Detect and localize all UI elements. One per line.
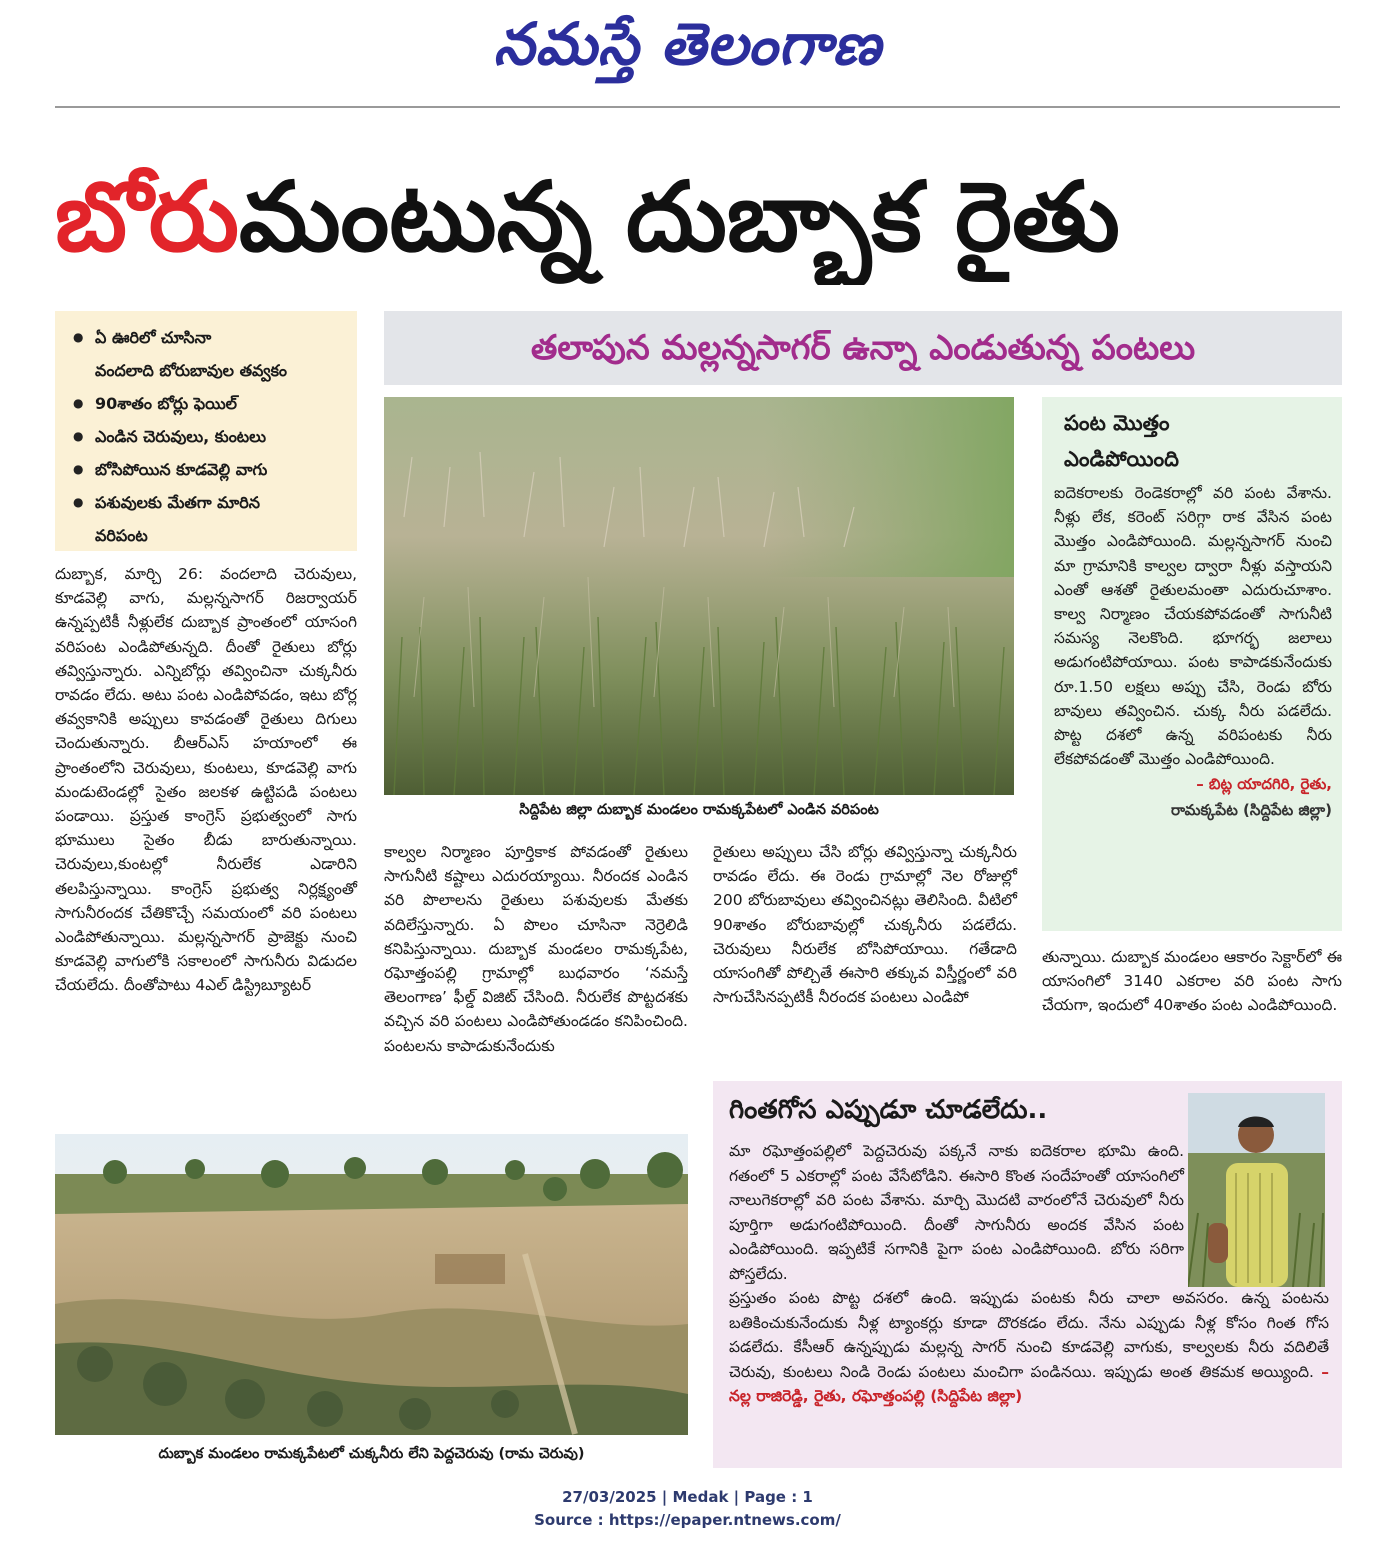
headline-highlight: బోరు: [55, 161, 239, 273]
second-quote-title: గింతగోస ఎప్పుడూ చూడలేదు..: [729, 1095, 1048, 1125]
highlight-item: వరిపంట: [95, 526, 148, 545]
photo-bottom-caption: దుబ్బాక మండలం రామక్కపేటలో చుక్కనీరు లేని పెద్దచెరువు (రామ చెరువు): [158, 1446, 585, 1462]
headline-rest: మంటున్న దుబ్బాక రైతు: [238, 161, 1120, 273]
second-farmer-quote-box: [713, 1081, 1342, 1468]
farmer-quote-box: [1042, 397, 1342, 931]
headline: [55, 150, 1345, 285]
photo-top-caption: సిద్దిపేట జిల్లా దుబ్బాక మండలం రామక్కపేటలో ఎండిన వరిపంట: [519, 802, 879, 818]
article-column-4: తున్నాయి. దుబ్బాక మండలం ఆకారం సెక్టార్‌లో ఈ యాసంగిలో 3140 ఎకరాల వరి పంట సాగు చేయగా, ఇందులో 40శాతం పంట ఎండిపోయింది.: [1042, 948, 1342, 1015]
highlights-box: [55, 311, 357, 551]
highlight-item: ● ఎండిన చెరువులు, కుంటలు: [67, 420, 347, 453]
article-column-3: రైతులు అప్పులు చేసి బోర్లు తవ్విస్తున్నా చుక్కనీరు రావడం లేదు. ఈ రెండు గ్రామాల్లో నెల రోజుల్లో 200 బోరుబావులు తవ్వించినట్లు తెలిసింది. వీటిలో 90శాతం బోరుబావుల్లో చుక్కనీరు పడలేదు. చెరువులు నీరులేక బోసిపోయాయి. గతేడాది యాసంగితో పోల్చితే ఈసారి తక్కువ విస్తీర్ణంలో వరి సాగుచేసినప్పటికీ నీరందక పంటలు ఎండిపో: [713, 843, 1017, 1007]
quote-attribution-line1: – బిట్ల యాదగిరి, రైతు,: [1196, 775, 1332, 794]
masthead-rule: [55, 106, 1340, 108]
quote-body: ఐదెకరాలకు రెండెకరాల్లో వరి పంట వేశాను. నీళ్లు లేక, కరెంట్ సరిగ్గా రాక వేసిన పంట మొత్తం ఎండిపోయింది. మల్లన్నసాగర్ నుంచి మా గ్రామానికి కాల్వల ద్వారా నీళ్లు వస్తాయని ఎంతో ఆశతో రైతులమంతా ఎదురుచూశాం. కాల్వ నిర్మాణం చేయకపోవడంతో సాగునీటి సమస్య నెలకొంది. భూగర్భ జలాలు అడుగంటిపోయాయి. పంట కాపాడకునేందుకు రూ.1.50 లక్షలు అప్పు చేసి, రెండు బోరు బావులు తవ్వించిన. చుక్క నీరు పడలేదు. పొట్ట దశలో ఉన్న వరిపంటకు నీరు లేకపోవడంతో మొత్తం ఎండిపోయింది.: [1054, 484, 1332, 769]
second-quote-body: [729, 1139, 1329, 1409]
footer-source: Source : https://epaper.ntnews.com/: [534, 1511, 841, 1529]
quote-title-line1: పంట మొత్తం: [1064, 411, 1170, 435]
second-quote-body-part1: మా రఘోత్తంపల్లిలో పెద్దచెరువు పక్కనే నాకు ఐదెకరాల భూమి ఉంది. గతంలో 5 ఎకరాల్లో పంట వేసేటోడిని. ఈసారి కొంత సందేహంతో యాసంగిలో నాలుగెకరాల్లో వరి పంట వేశాను. మార్చి మొదటి వారంలోనే చెరువులో నీరు పూర్తిగా అడుగంటిపోయింది. దీంతో సాగునీరు అందక వేసిన పంట ఎండిపోయింది. ఇప్పటికే సగానికి పైగా పంట ఎండిపోయింది. బోరు సరిగా పోస్తలేదు.: [729, 1142, 1184, 1283]
highlight-item: ● 90శాతం బోర్లు ఫెయిల్: [67, 387, 347, 420]
paddy-field-photo: [384, 397, 1014, 795]
second-quote-attribution: – నల్ల రాజిరెడ్డి, రైతు, రఘోత్తంపల్లి (సిద్దిపేట జిల్లా): [729, 1362, 1329, 1405]
highlight-item: వందలాది బోరుబావుల తవ్వకం: [95, 361, 288, 380]
subheadline: తలాపున మల్లన్నసాగర్ ఉన్నా ఎండుతున్న పంటలు: [384, 311, 1342, 385]
footer-edition: 27/03/2025 | Medak | Page : 1: [562, 1488, 813, 1506]
highlight-item: ● బోసిపోయిన కూడవెల్లి వాగు: [67, 453, 347, 486]
quote-attribution-line2: రామక్కపేట (సిద్దిపేట జిల్లా): [1171, 801, 1332, 820]
quote-title-line2: ఎండిపోయింది: [1064, 447, 1179, 471]
masthead-title: నమస్తే తెలంగాణ: [493, 10, 882, 78]
highlight-item: ● ఏ ఊరిలో చూసినా: [67, 321, 347, 354]
dry-lake-photo: [55, 1134, 688, 1435]
highlight-item: ● పశువులకు మేతగా మారిన: [67, 486, 347, 519]
article-column-2: కాల్వల నిర్మాణం పూర్తికాక పోవడంతో రైతులు సాగునీటి కష్టాలు ఎదురయ్యాయి. నీరందక ఎండిన వరి పొలాలను రైతులు పశువులకు మేతకు వదిలేస్తున్నారు. ఏ పొలం చూసినా నెర్రెలిడి కనిపిస్తున్నాయి. దుబ్బాక మండలం రామక్కపేట, రఘోత్తంపల్లి గ్రామాల్లో బుధవారం ‘నమస్తే తెలంగాణ’ ఫీల్డ్ విజిట్ చేసింది. నీరులేక పొట్టదశకు వచ్చిన వరి పంటలు ఎండిపోతుండడం కనిపించింది. పంటలను కాపాడుకునేందుకు: [384, 843, 688, 1055]
second-quote-body-part2: ప్రస్తుతం పంట పొట్ట దశలో ఉంది. ఇప్పుడు పంటకు నీరు చాలా అవసరం. ఉన్న పంటను బతికించుకునేందుకు నీళ్ల ట్యాంకర్లు కూడా దొరకడం లేదు. నేను ఎప్పుడు నీళ్ల కోసం గింత గోస పడలేదు. కేసీఆర్ ఉన్నప్పుడు మల్లన్న సాగర్ నుంచి కూడవెల్లి వాగుకు, కాల్వలకు నీరు వదిలితే చెరువు, కుంటలు నిండి రెండు పంటలు మంచిగా పండినయి. ఇప్పుడు అంత తికమక అయ్యింది.: [729, 1289, 1329, 1381]
article-column-1: దుబ్బాక, మార్చి 26: వందలాది చెరువులు, కూడవెల్లి వాగు, మల్లన్నసాగర్ రిజర్వాయర్ ఉన్నప్పటికీ నీళ్లులేక దుబ్బాక ప్రాంతంలో యాసంగి వరిపంట ఎండిపోతున్నది. దీంతో రైతులు బోర్లు తవ్విస్తున్నారు. ఎన్నిబోర్లు తవ్వించినా చుక్కనీరు రావడం లేదు. అటు పంట ఎండిపోవడం, ఇటు బోర్ల తవ్వకానికి అప్పులు కావడంతో రైతులు దిగులు చెందుతున్నారు. బీఆర్ఎస్ హయాంలో ఈ ప్రాంతంలోని చెరువులు, కుంటలు, కూడవెల్లి వాగు మండుటెండల్లో సైతం జలకళ ఉట్టిపడి పంటలు పండాయి. ప్రస్తుత కాంగ్రెస్ ప్రభుత్వంలో సాగు భూములు సైతం బీడు బారుతున్నాయి. చెరువులు,కుంటల్లో నీరులేక ఎడారిని తలపిస్తున్నాయి. కాంగ్రెస్ ప్రభుత్వ నిర్లక్ష్యంతో సాగునీరందక చేతికొచ్చే సమయంలో వరి పంటలు ఎండిపోతున్నాయి. మల్లన్నసాగర్ ప్రాజెక్టు నుంచి కూడవెల్లి వాగులోకి సకాలంలో సాగునీరు విడుదల చేయలేదు. దీంతోపాటు 4ఎల్ డిస్ట్రిబ్యూటర్: [55, 565, 357, 995]
